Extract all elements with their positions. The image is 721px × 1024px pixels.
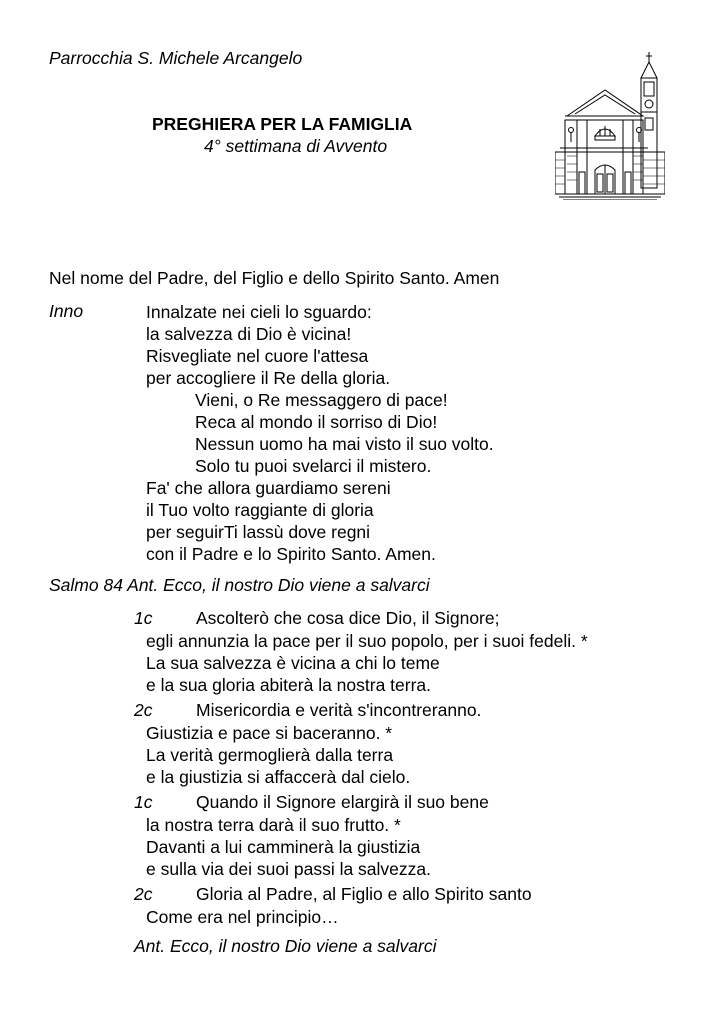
- hymn-line: Solo tu puoi svelarci il mistero.: [195, 456, 432, 476]
- hymn-line: con il Padre e lo Spirito Santo. Amen.: [146, 544, 436, 564]
- verse-first-line: Misericordia e verità s'incontreranno.: [196, 700, 482, 720]
- hymn-line: per seguirTi lassù dove regni: [146, 522, 371, 542]
- choir-label: 1c: [134, 608, 153, 628]
- verse-line: e la sua gloria abiterà la nostra terra.: [146, 675, 432, 695]
- verse-line: e la giustizia si affaccerà dal cielo.: [146, 767, 411, 787]
- verse-continuation: [146, 630, 588, 696]
- page-title: PREGHIERA PER LA FAMIGLIA: [152, 114, 413, 134]
- hymn-line: Fa' che allora guardiamo sereni: [146, 478, 391, 498]
- hymn-line: Reca al mondo il sorriso di Dio!: [195, 412, 438, 432]
- verse-line: e sulla via dei suoi passi la salvezza.: [146, 859, 432, 879]
- hymn-refrain: [195, 389, 494, 477]
- verse-line: Davanti a lui camminerà la giustizia: [146, 837, 421, 857]
- hymn-stanza-2: [146, 477, 436, 565]
- hymn-label: Inno: [49, 301, 84, 321]
- church-icon: [555, 52, 665, 200]
- verse-first-line: Quando il Signore elargirà il suo bene: [196, 792, 489, 812]
- closing-antiphon: Ant. Ecco, il nostro Dio viene a salvarci: [134, 936, 437, 956]
- hymn-line: la salvezza di Dio è vicina!: [146, 324, 352, 344]
- verse-line: La verità germoglierà dalla terra: [146, 745, 394, 765]
- hymn-line: Vieni, o Re messaggero di pace!: [195, 390, 448, 410]
- hymn-line: Innalzate nei cieli lo sguardo:: [146, 302, 372, 322]
- parish-name: Parrocchia S. Michele Arcangelo: [49, 48, 303, 68]
- verse-line: egli annunzia la pace per il suo popolo, per i suoi fedeli. *: [146, 631, 588, 651]
- page-subtitle: 4° settimana di Avvento: [204, 136, 388, 156]
- verse-line: Come era nel principio…: [146, 907, 339, 927]
- hymn-line: Risvegliate nel cuore l'attesa: [146, 346, 369, 366]
- verse-line: la nostra terra darà il suo frutto. *: [146, 815, 401, 835]
- choir-label: 1c: [134, 792, 153, 812]
- hymn-line: il Tuo volto raggiante di gloria: [146, 500, 374, 520]
- psalm-heading: Salmo 84 Ant. Ecco, il nostro Dio viene a salvarci: [49, 575, 430, 595]
- hymn-line: per accogliere il Re della gloria.: [146, 368, 391, 388]
- verse-line: Giustizia e pace si baceranno. *: [146, 723, 393, 743]
- verse-line: La sua salvezza è vicina a chi lo teme: [146, 653, 440, 673]
- verse-continuation: [146, 906, 339, 928]
- hymn-stanza-1: [146, 301, 390, 389]
- hymn-line: Nessun uomo ha mai visto il suo volto.: [195, 434, 494, 454]
- verse-first-line: Gloria al Padre, al Figlio e allo Spirito santo: [196, 884, 532, 904]
- choir-label: 2c: [134, 884, 153, 904]
- verse-continuation: [146, 722, 410, 788]
- opening-invocation: Nel nome del Padre, del Figlio e dello Spirito Santo. Amen: [49, 268, 500, 288]
- choir-label: 2c: [134, 700, 153, 720]
- verse-first-line: Ascolterò che cosa dice Dio, il Signore;: [196, 608, 500, 628]
- verse-continuation: [146, 814, 431, 880]
